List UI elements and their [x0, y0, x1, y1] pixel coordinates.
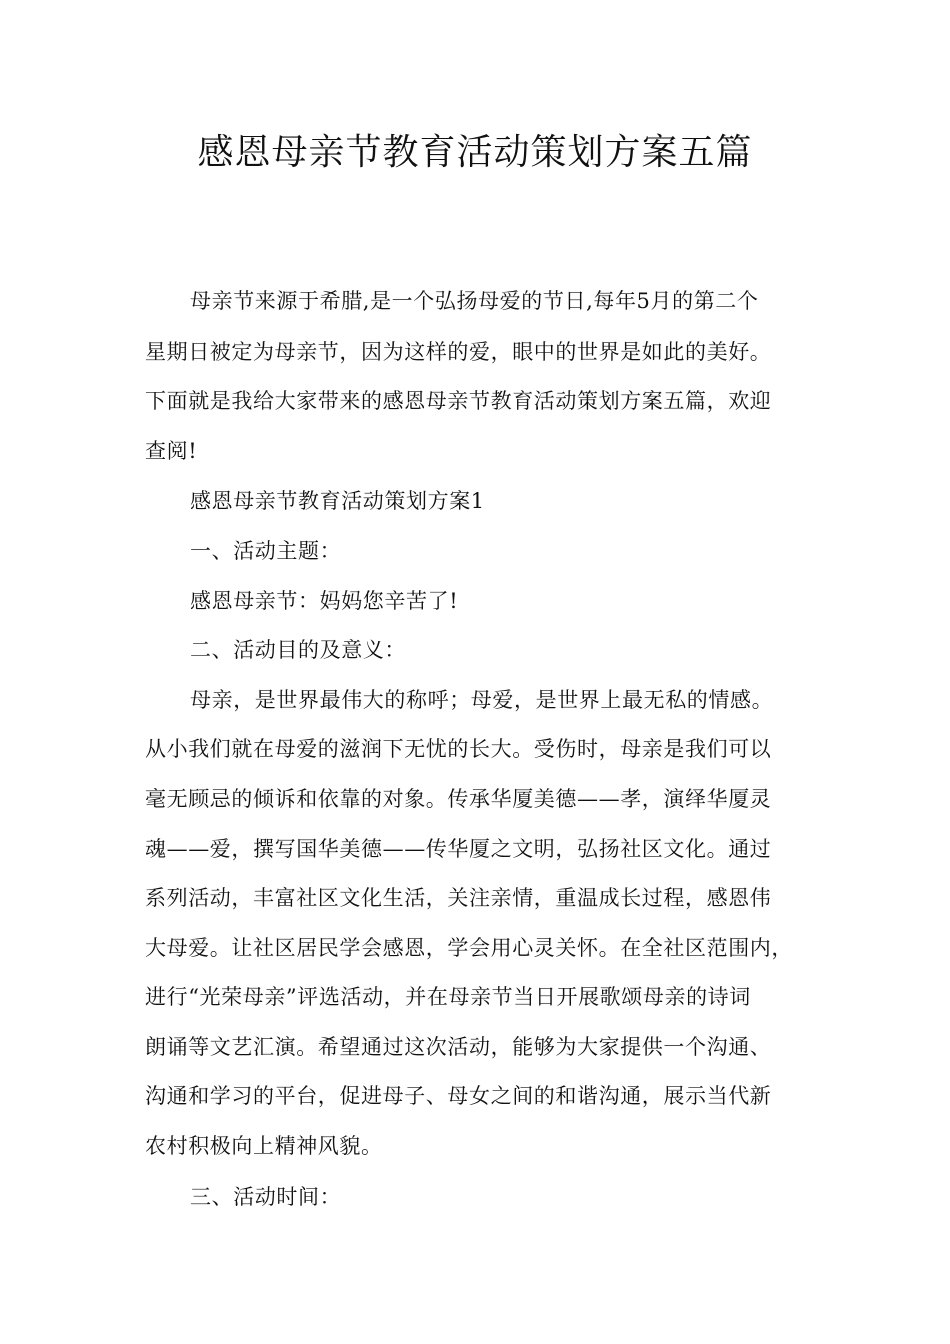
- section-2-line-3: 毫无顾忌的倾诉和依靠的对象。传承华厦美德——孝，演绎华厦灵: [145, 787, 772, 811]
- section-3-heading: 三、活动时间：: [190, 1185, 342, 1209]
- section-2-line-4: 魂——爱，撰写国华美德——传华厦之文明，弘扬社区文化。通过: [145, 837, 772, 861]
- section-2-line-9: 沟通和学习的平台，促进母子、母女之间的和谐沟通，展示当代新: [145, 1084, 772, 1108]
- section-2-line-1: 母亲，是世界最伟大的称呼；母爱，是世界上最无私的情感。: [190, 688, 774, 712]
- section-2-line-5: 系列活动，丰富社区文化生活，关注亲情，重温成长过程，感恩伟: [145, 886, 772, 910]
- intro-line-3: 下面就是我给大家带来的感恩母亲节教育活动策划方案五篇，欢迎: [145, 389, 772, 413]
- section-2-line-8: 朗诵等文艺汇演。希望通过这次活动，能够为大家提供一个沟通、: [145, 1035, 772, 1059]
- section-1-text: 感恩母亲节：妈妈您辛苦了!: [190, 589, 459, 613]
- section-2-line-10: 农村积极向上精神风貌。: [145, 1134, 383, 1158]
- section-2-line-6: 大母爱。让社区居民学会感恩，学会用心灵关怀。在全社区范围内，: [145, 936, 793, 960]
- intro-line-1: 母亲节来源于希腊,是一个弘扬母爱的节日,每年5月的第二个: [190, 289, 759, 313]
- intro-line-4: 查阅!: [145, 439, 198, 463]
- section-2-heading: 二、活动目的及意义：: [190, 638, 406, 662]
- section-2-line-2: 从小我们就在母爱的滋润下无忧的长大。受伤时，母亲是我们可以: [145, 737, 772, 761]
- section-1-heading: 一、活动主题：: [190, 539, 342, 563]
- intro-line-2: 星期日被定为母亲节，因为这样的爱，眼中的世界是如此的美好。: [145, 340, 772, 364]
- plan-heading: 感恩母亲节教育活动策划方案1: [190, 489, 485, 513]
- section-2-line-7: 进行“光荣母亲”评选活动，并在母亲节当日开展歌颂母亲的诗词: [145, 985, 751, 1009]
- document-title: 感恩母亲节教育活动策划方案五篇: [197, 132, 753, 173]
